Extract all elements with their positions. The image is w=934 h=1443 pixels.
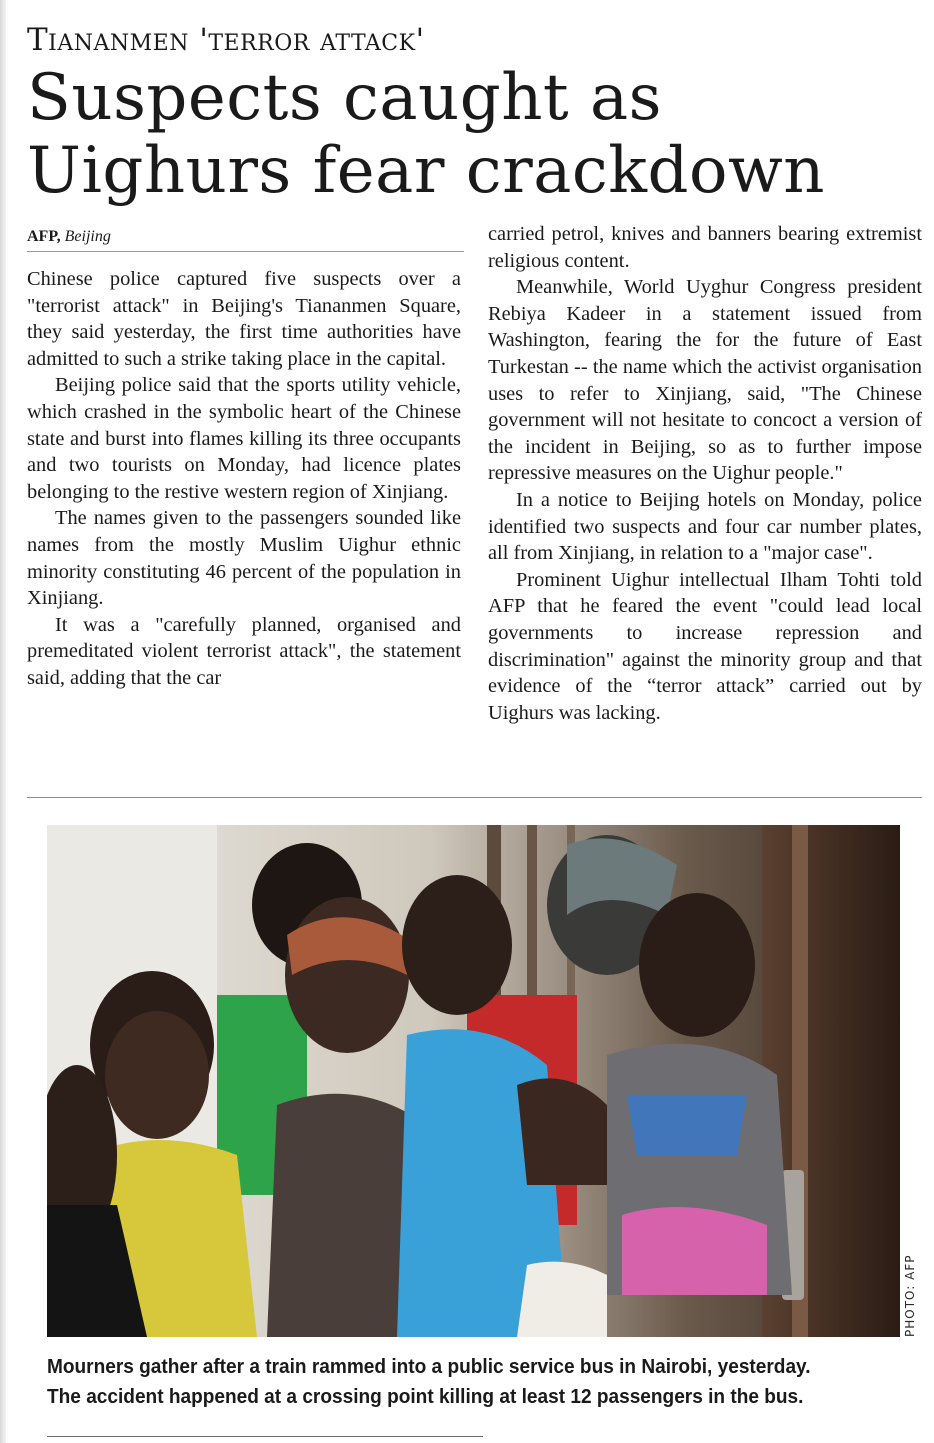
- article-kicker: Tiananmen 'terror attack': [27, 22, 425, 58]
- bottom-divider: [47, 1436, 483, 1437]
- article-column-right: [488, 221, 922, 726]
- article-column-left: [27, 266, 461, 692]
- article-paragraph: The names given to the passengers sounded like names from the mostly Muslim Uighur ethnic minority constituting 46 percent of the population in Xinjiang.: [27, 507, 461, 610]
- photo-credit: PHOTO: AFP: [903, 1254, 917, 1337]
- article-paragraph: Beijing police said that the sports utility vehicle, which crashed in the symbolic heart of the Chinese state and burst into flames killing its three occupants and two tourists on Monday, had licence plates belonging to the restive western region of Xinjiang.: [27, 374, 461, 503]
- byline-place: Beijing: [64, 228, 111, 245]
- caption-line: Mourners gather after a train rammed into a public service bus in Nairobi, yesterday.: [47, 1355, 811, 1378]
- photo-illustration: [47, 825, 900, 1337]
- byline-divider: [27, 251, 464, 252]
- caption-line: The accident happened at a crossing point killing at least 12 passengers in the bus.: [47, 1385, 804, 1408]
- photo-caption: [47, 1352, 856, 1412]
- section-divider: [27, 797, 922, 798]
- article-paragraph: Prominent Uighur intellectual Ilham Tohti told AFP that he feared the event "could lead local governments to increase repression and discrimination" against the minority group and that evidence of the “terror attack” carried out by Uighurs was lacking.: [488, 568, 922, 724]
- news-photo: [47, 825, 900, 1337]
- article-headline: Suspects caught as Uighurs fear crackdown: [27, 61, 825, 208]
- article-paragraph: Meanwhile, World Uyghur Congress president Rebiya Kadeer in a statement issued from Washington, fearing the for the future of East Turkestan -- the name which the activist organisation uses to refer to Xinjiang, said, "The Chinese government will not hesitate to concoct a version of the incident in Beijing, so as to further impose repressive measures on the Uighur people.": [488, 276, 922, 485]
- byline-agency: AFP,: [27, 228, 61, 245]
- article-paragraph: In a notice to Beijing hotels on Monday, police identified two suspects and four car number plates, all from Xinjiang, in relation to a "major case".: [488, 488, 922, 565]
- page-edge-shadow: [0, 0, 6, 1443]
- article-paragraph: Chinese police captured five suspects over a "terrorist attack" in Beijing's Tiananmen Square, they said yesterday, the first time authorities have admitted to such a strike taking place in the capital.: [27, 268, 461, 370]
- article-paragraph: It was a "carefully planned, organised and premeditated violent terrorist attack", the statement said, adding that the car: [27, 613, 461, 689]
- article-paragraph: carried petrol, knives and banners bearing extremist religious content.: [488, 223, 922, 272]
- byline: [27, 228, 111, 246]
